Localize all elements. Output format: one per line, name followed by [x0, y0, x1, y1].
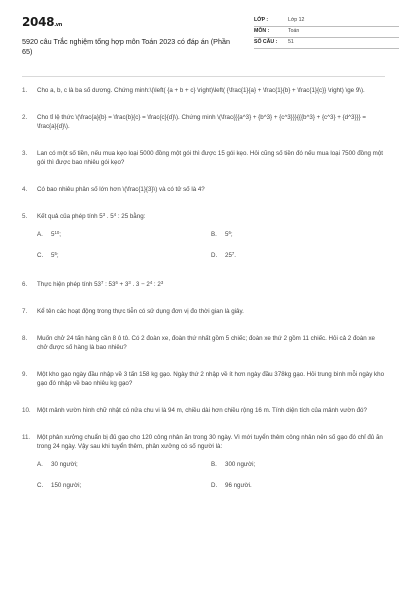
punct: ; [56, 251, 59, 259]
question-number: 7. [22, 307, 28, 315]
exponent: 3 [128, 279, 131, 285]
meta-value: Toán [288, 28, 300, 35]
answer-option-a[interactable] [37, 461, 211, 470]
question-text: Một phân xưởng chuẩn bị đủ gạo cho 120 công nhân ăn trong 30 ngày. Vì mới tuyển thêm công nhân nên số gạo đó chỉ đủ ăn trong 24 ngày. Vậy sau khi tuyển thêm, phân xưởng có số người là: [37, 433, 383, 450]
meta-value: 51 [288, 39, 294, 46]
question-text: Kể tên các hoạt động trong thực tiễn có sử dụng đơn vị đo thời gian là giây. [37, 307, 244, 315]
option-row [37, 231, 385, 240]
exponent: 4 [149, 279, 153, 285]
question-item [22, 335, 385, 353]
logo-suffix: .vn [54, 22, 63, 28]
question-text: Có bao nhiêu phân số lớn hơn \(\frac{1}{3}\) và có tử số là 4? [37, 185, 205, 193]
question-number: 4. [22, 185, 28, 193]
punct: ; [230, 230, 233, 238]
question-body [37, 213, 385, 273]
option-row [37, 482, 385, 491]
meta-row-subject [254, 27, 399, 38]
question-text [37, 213, 385, 222]
question-item [22, 213, 385, 273]
exponent: 4 [113, 211, 117, 217]
option-letter: C. [37, 251, 44, 259]
question-text: Cho tỉ lệ thức \(\frac{a}{b} = \frac{b}{c} = \frac{c}{d}\). Chứng minh \(\frac{{{a^3} + {b^3} + {c^3}}}{{{b^3} + {c^3} + {d^3}}} = \frac{a}{d}\). [37, 113, 366, 130]
option-row [37, 461, 385, 470]
question-number: 8. [22, 334, 28, 342]
question-item [22, 308, 385, 317]
text-part: + 3 [117, 280, 129, 288]
option-value: 30 người; [51, 460, 78, 468]
meta-row-count [254, 38, 399, 49]
answer-option-d[interactable] [211, 482, 385, 491]
option-value: 150 người; [51, 481, 82, 489]
text-part: Kết quả của phép tính 5 [37, 212, 103, 220]
option-value [51, 252, 59, 261]
question-text: Lan có một số tiền, nếu mua kẹo loại 5000 đồng một gói thì được 15 gói kẹo. Hỏi cũng số tiền đó nếu mua loại 7500 đồng một gói thì được bao nhiêu gói kẹo? [37, 149, 383, 166]
base: 5 [51, 230, 55, 238]
text-part: . 3 − 2 [130, 280, 150, 288]
answer-option-c[interactable] [37, 482, 211, 491]
exponent: 3 [160, 279, 164, 285]
answer-option-c[interactable] [37, 252, 211, 261]
text-part: : 25 bằng: [116, 212, 146, 220]
question-number: 5. [22, 212, 28, 220]
text-part: : 53 [103, 280, 116, 288]
exponent: 5 [54, 250, 57, 256]
document-header [22, 14, 385, 62]
question-body [37, 434, 385, 503]
option-letter: C. [37, 481, 44, 489]
option-letter: B. [211, 460, 217, 468]
question-text: Một mảnh vườn hình chữ nhật có nửa chu vi là 94 m, chiều dài hơn chiều rộng 16 m. Tính diện tích của mảnh vườn đó? [37, 406, 367, 414]
question-item [22, 186, 385, 195]
option-value [51, 231, 61, 240]
option-value [225, 231, 233, 240]
option-letter: D. [211, 481, 218, 489]
question-number: 11. [22, 433, 31, 441]
question-item [22, 371, 385, 389]
question-item [22, 87, 385, 96]
option-value: 96 người. [225, 481, 252, 489]
option-value [225, 252, 236, 261]
question-number: 1. [22, 87, 28, 94]
exponent: 6 [228, 229, 231, 235]
question-item [22, 114, 385, 132]
punct: . [234, 251, 237, 259]
text-part: : 2 [152, 280, 161, 288]
answer-option-b[interactable] [211, 461, 385, 470]
question-number: 6. [22, 280, 28, 288]
option-letter: A. [37, 230, 43, 238]
answer-option-b[interactable] [211, 231, 385, 240]
answer-option-a[interactable] [37, 231, 211, 240]
question-text: Muốn chở 24 tấn hàng cần 8 ô tô. Có 2 đoàn xe, đoàn thứ nhất gồm 5 chiếc; đoàn xe thứ 2 gồm 11 chiếc. Hỏi cả 2 đoàn xe chở được số hàng là bao nhiêu? [37, 334, 375, 351]
base: 5 [51, 251, 55, 259]
question-number: 3. [22, 149, 28, 157]
exponent: 10 [54, 229, 60, 235]
exponent: 6 [115, 279, 118, 285]
question-number: 10. [22, 406, 31, 414]
option-letter: A. [37, 460, 43, 468]
meta-label: LỚP : [254, 17, 269, 24]
base: 5 [225, 230, 229, 238]
answer-options [37, 461, 385, 491]
punct: ; [59, 230, 61, 238]
exponent: 7 [101, 279, 104, 285]
meta-table [254, 16, 399, 49]
meta-label: MÔN : [254, 28, 270, 35]
option-letter: D. [211, 251, 218, 259]
question-text [37, 281, 385, 290]
option-letter: B. [211, 230, 217, 238]
meta-value: Lớp 12 [288, 17, 305, 24]
answer-option-d[interactable] [211, 252, 385, 261]
text-part: Thực hiện phép tính 53 [37, 280, 101, 288]
question-item [22, 407, 385, 416]
question-item [22, 434, 385, 503]
question-item [22, 281, 385, 290]
question-text: Cho a, b, c là ba số dương. Chứng minh:\(\left( {a + b + c} \right)\left( {\frac{1}{a} + \frac{1}{b} + \frac{1}{c}} \right) \ge 9\). [37, 87, 365, 94]
logo-text: 2048 [22, 15, 55, 29]
question-number: 2. [22, 113, 28, 121]
question-number: 9. [22, 370, 28, 378]
header-divider [22, 76, 385, 77]
question-text: Một kho gạo ngày đầu nhập về 3 tấn 158 kg gạo. Ngày thứ 2 nhập về ít hơn ngày đầu 378kg gạo. Hỏi trung bình mỗi ngày kho gạo đó nhập về bao nhiêu kg gạo? [37, 370, 385, 387]
exponent: 7 [231, 250, 235, 256]
answer-options [37, 231, 385, 261]
option-row [37, 252, 385, 261]
meta-label: SỐ CÂU : [254, 39, 278, 46]
option-value: 300 người; [225, 460, 256, 468]
base: 25 [225, 251, 232, 259]
text-part: . 5 [105, 212, 114, 220]
question-item [22, 150, 385, 168]
exponent: 3 [102, 211, 106, 217]
meta-row-class [254, 16, 399, 27]
document-title: 5920 câu Trắc nghiệm tổng hợp môn Toán 2023 có đáp án (Phần 65) [22, 37, 230, 57]
